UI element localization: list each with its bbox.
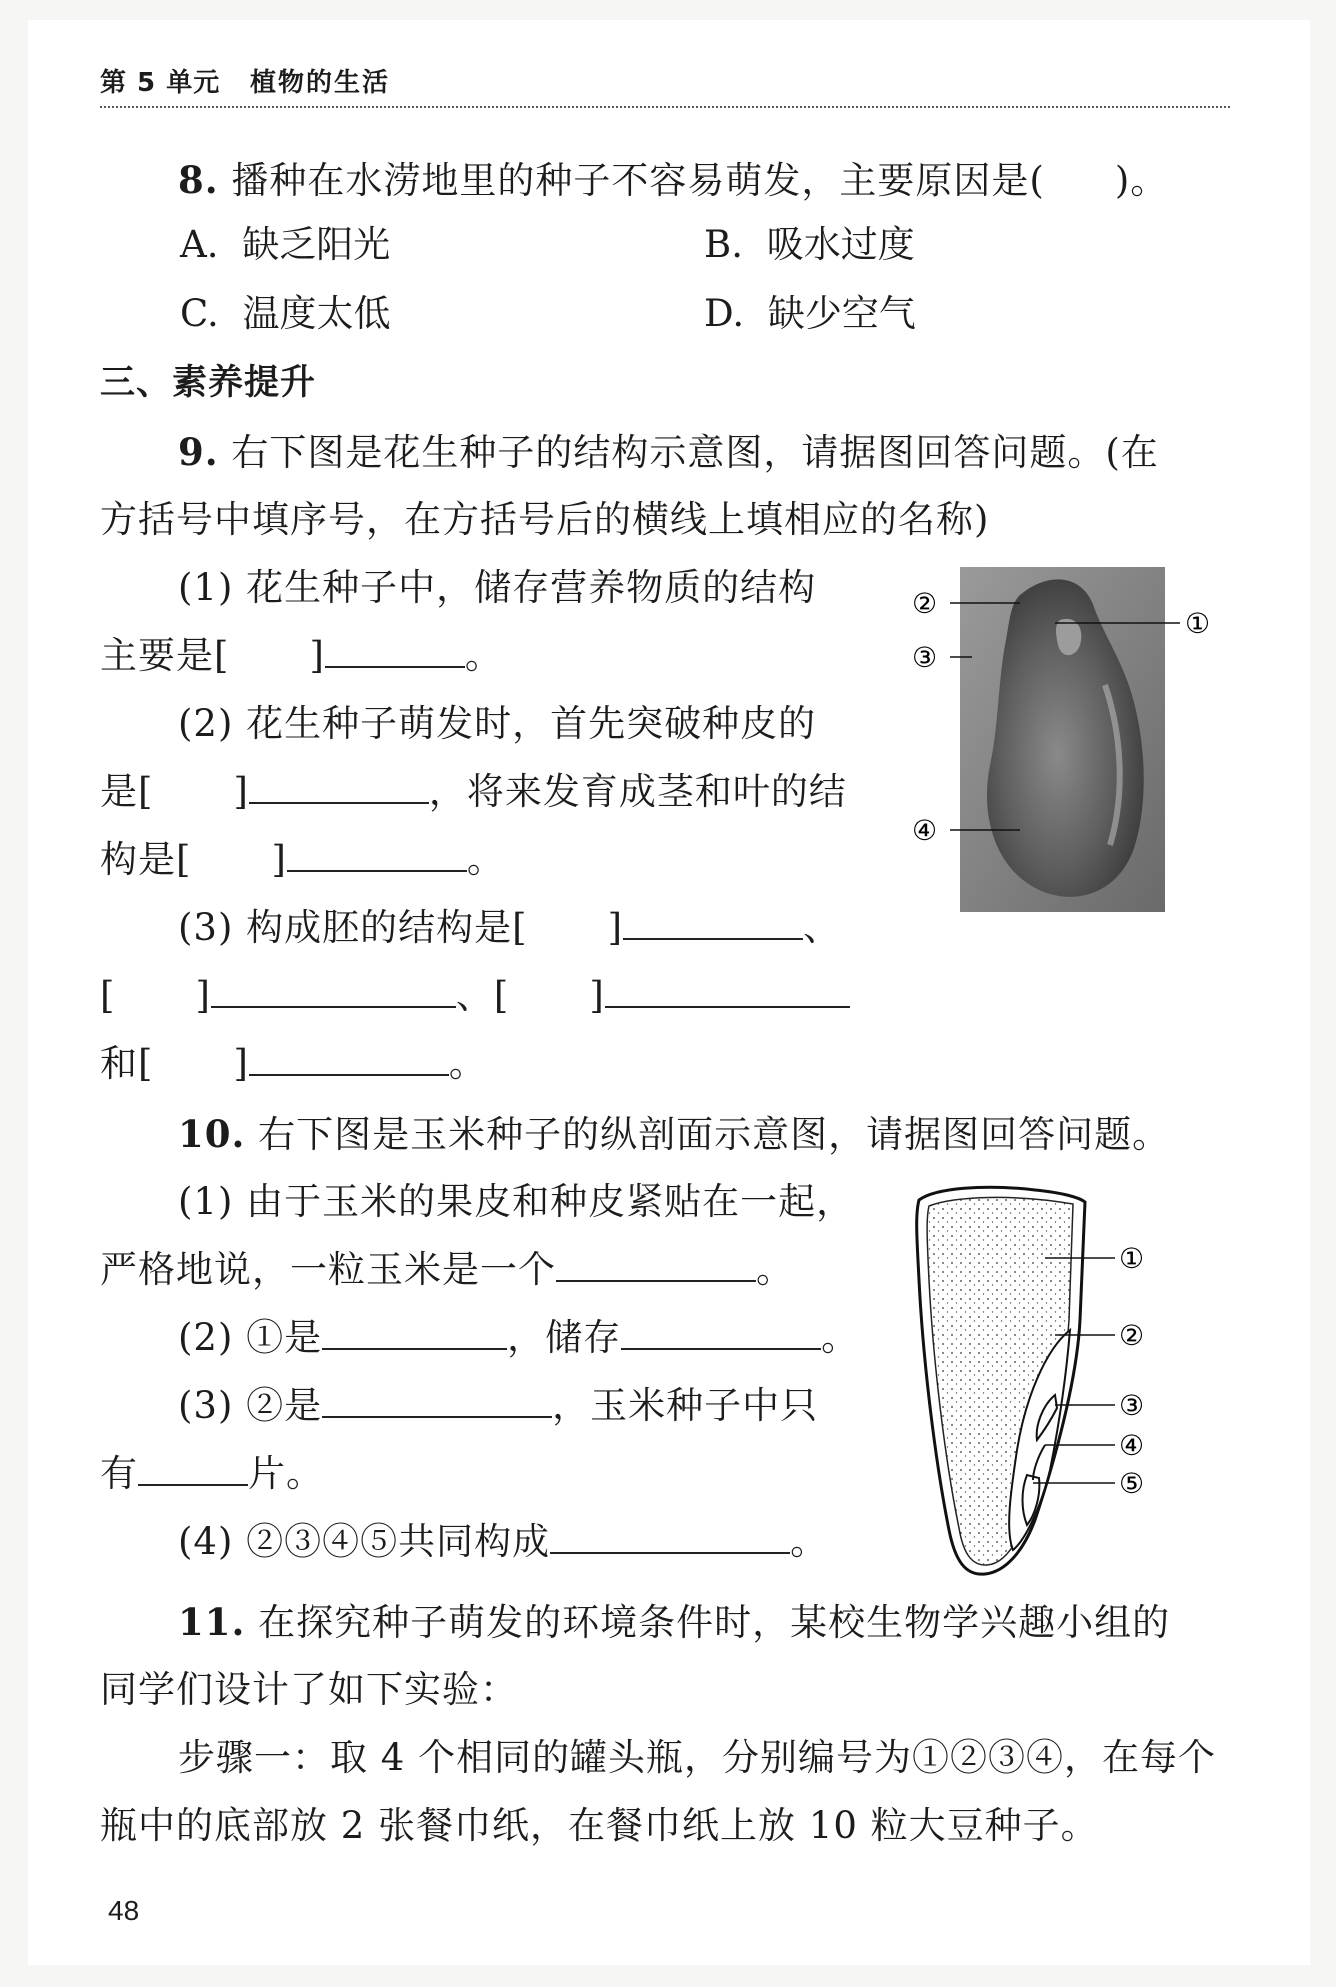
q9-stem: 右下图是花生种子的结构示意图，请据图回答问题。(在 <box>231 431 1159 474</box>
option-text: 缺少空气 <box>767 292 916 335</box>
answer-blank[interactable] <box>621 1318 821 1350</box>
answer-blank[interactable] <box>325 636 465 668</box>
text: ，将来发育成茎和叶的结 <box>428 770 847 813</box>
text: (4) ②③④⑤共同构成 <box>178 1520 551 1563</box>
text: ，玉米种子中只 <box>552 1384 819 1427</box>
text: ] <box>233 770 249 813</box>
text: (3) 构成胚的结构是[ <box>178 906 528 949</box>
answer-blank[interactable] <box>605 976 850 1008</box>
text: 是[ <box>100 770 154 813</box>
q10-stem <box>178 1112 1170 1157</box>
corn-seed-figure <box>905 1180 1175 1580</box>
text: 。 <box>756 1248 794 1291</box>
q8-option-b <box>704 223 915 267</box>
q11-line2: 同学们设计了如下实验： <box>100 1668 518 1711</box>
q11-number: 11. <box>178 1600 246 1644</box>
answer-blank[interactable] <box>322 1386 552 1418</box>
label-1: ① <box>1119 1242 1145 1275</box>
q11-step1-line1: 步骤一：取 4 个相同的罐头瓶，分别编号为①②③④，在每个 <box>178 1736 1217 1779</box>
text: 严格地说，一粒玉米是一个 <box>100 1248 556 1291</box>
q9-line1 <box>178 430 1159 475</box>
section-title: 三、素养提升 <box>100 363 317 403</box>
answer-blank[interactable] <box>287 840 467 872</box>
text: ] <box>271 838 287 881</box>
option-text: 温度太低 <box>242 292 391 335</box>
q10-part3-line1 <box>178 1384 818 1428</box>
q10-part1-line2 <box>100 1248 794 1292</box>
q10-part2 <box>178 1316 859 1360</box>
q8-stem <box>178 158 1168 203</box>
text: ，储存 <box>507 1316 622 1359</box>
label-2: ② <box>912 587 938 620</box>
q10-stem-text: 右下图是玉米种子的纵剖面示意图，请据图回答问题。 <box>258 1113 1171 1156</box>
text: ] <box>607 906 624 949</box>
answer-blank[interactable] <box>550 1522 790 1554</box>
text: 有 <box>100 1452 138 1495</box>
answer-blank[interactable] <box>322 1318 507 1350</box>
q8-option-d <box>704 292 916 336</box>
text: (3) ②是 <box>178 1384 323 1427</box>
q11-line1 <box>178 1600 1170 1645</box>
answer-blank[interactable] <box>249 772 429 804</box>
label-3: ③ <box>1119 1389 1145 1422</box>
q9-part1-line2 <box>100 634 503 678</box>
answer-blank[interactable] <box>623 908 803 940</box>
text: 。 <box>448 1042 487 1085</box>
q9-part3-line3 <box>100 1042 487 1086</box>
q9-number: 9. <box>178 430 219 474</box>
text: 。 <box>464 634 503 677</box>
label-5: ⑤ <box>1119 1467 1145 1500</box>
text: 片。 <box>248 1452 324 1495</box>
text: 。 <box>790 1520 829 1563</box>
option-letter: C. <box>180 292 219 335</box>
label-4: ④ <box>1119 1429 1145 1462</box>
q9-line2: 方括号中填序号，在方括号后的横线上填相应的名称) <box>100 498 990 541</box>
q11-step1-line2: 瓶中的底部放 2 张餐巾纸，在餐巾纸上放 10 粒大豆种子。 <box>100 1804 1099 1847</box>
q11-stem: 在探究种子萌发的环境条件时，某校生物学兴趣小组的 <box>258 1601 1171 1644</box>
text: (2) ①是 <box>178 1316 323 1359</box>
label-4: ④ <box>912 814 938 847</box>
option-letter: B. <box>704 223 743 266</box>
option-letter: D. <box>704 292 745 335</box>
option-text: 缺乏阳光 <box>242 223 391 266</box>
q9-part2-line3 <box>100 838 505 882</box>
label-3: ③ <box>912 641 938 674</box>
q8-stem-end: )。 <box>1114 159 1169 202</box>
text: 和[ <box>100 1042 154 1085</box>
q10-number: 10. <box>178 1112 246 1156</box>
q9-part1-line1: (1) 花生种子中，储存营养物质的结构 <box>178 566 817 609</box>
corn-seed-diagram <box>905 1180 1175 1580</box>
label-1: ① <box>1185 607 1211 640</box>
unit-label: 第 5 单元 <box>100 68 221 98</box>
text: 。 <box>821 1316 860 1359</box>
text: ] <box>195 974 211 1017</box>
q10-part4 <box>178 1520 828 1564</box>
text: ] <box>309 634 325 677</box>
answer-blank[interactable] <box>211 976 456 1008</box>
peanut-seed-figure <box>910 565 1230 925</box>
answer-blank[interactable] <box>556 1250 756 1282</box>
text: 。 <box>466 838 505 881</box>
q8-option-a <box>180 223 390 267</box>
q8-stem-text: 播种在水涝地里的种子不容易萌发，主要原因是( <box>231 159 1045 202</box>
page-header <box>100 60 1230 108</box>
option-text: 吸水过度 <box>766 223 915 266</box>
text: 主要是[ <box>100 634 230 677</box>
peanut-seed-diagram <box>910 565 1230 925</box>
page-number: 48 <box>108 1895 140 1926</box>
unit-title: 植物的生活 <box>250 68 391 98</box>
text: 、 <box>803 906 842 949</box>
q8-option-c <box>180 292 391 336</box>
q8-number: 8. <box>178 158 219 202</box>
q9-part2-line2 <box>100 770 847 814</box>
answer-blank[interactable] <box>138 1454 248 1486</box>
label-2: ② <box>1119 1319 1145 1352</box>
q9-part3-line1 <box>178 906 841 950</box>
text: ] <box>589 974 605 1017</box>
text: 、[ <box>455 974 510 1017</box>
q10-part1-line1: (1) 由于玉米的果皮和种皮紧贴在一起， <box>178 1180 855 1223</box>
q10-part3-line2 <box>100 1452 324 1496</box>
text: 构是[ <box>100 838 192 881</box>
text: ] <box>233 1042 249 1085</box>
q9-part3-line2 <box>100 974 850 1018</box>
text: [ <box>100 974 116 1017</box>
option-letter: A. <box>180 223 219 266</box>
q9-part2-line1: (2) 花生种子萌发时，首先突破种皮的 <box>178 702 817 745</box>
answer-blank[interactable] <box>249 1044 449 1076</box>
